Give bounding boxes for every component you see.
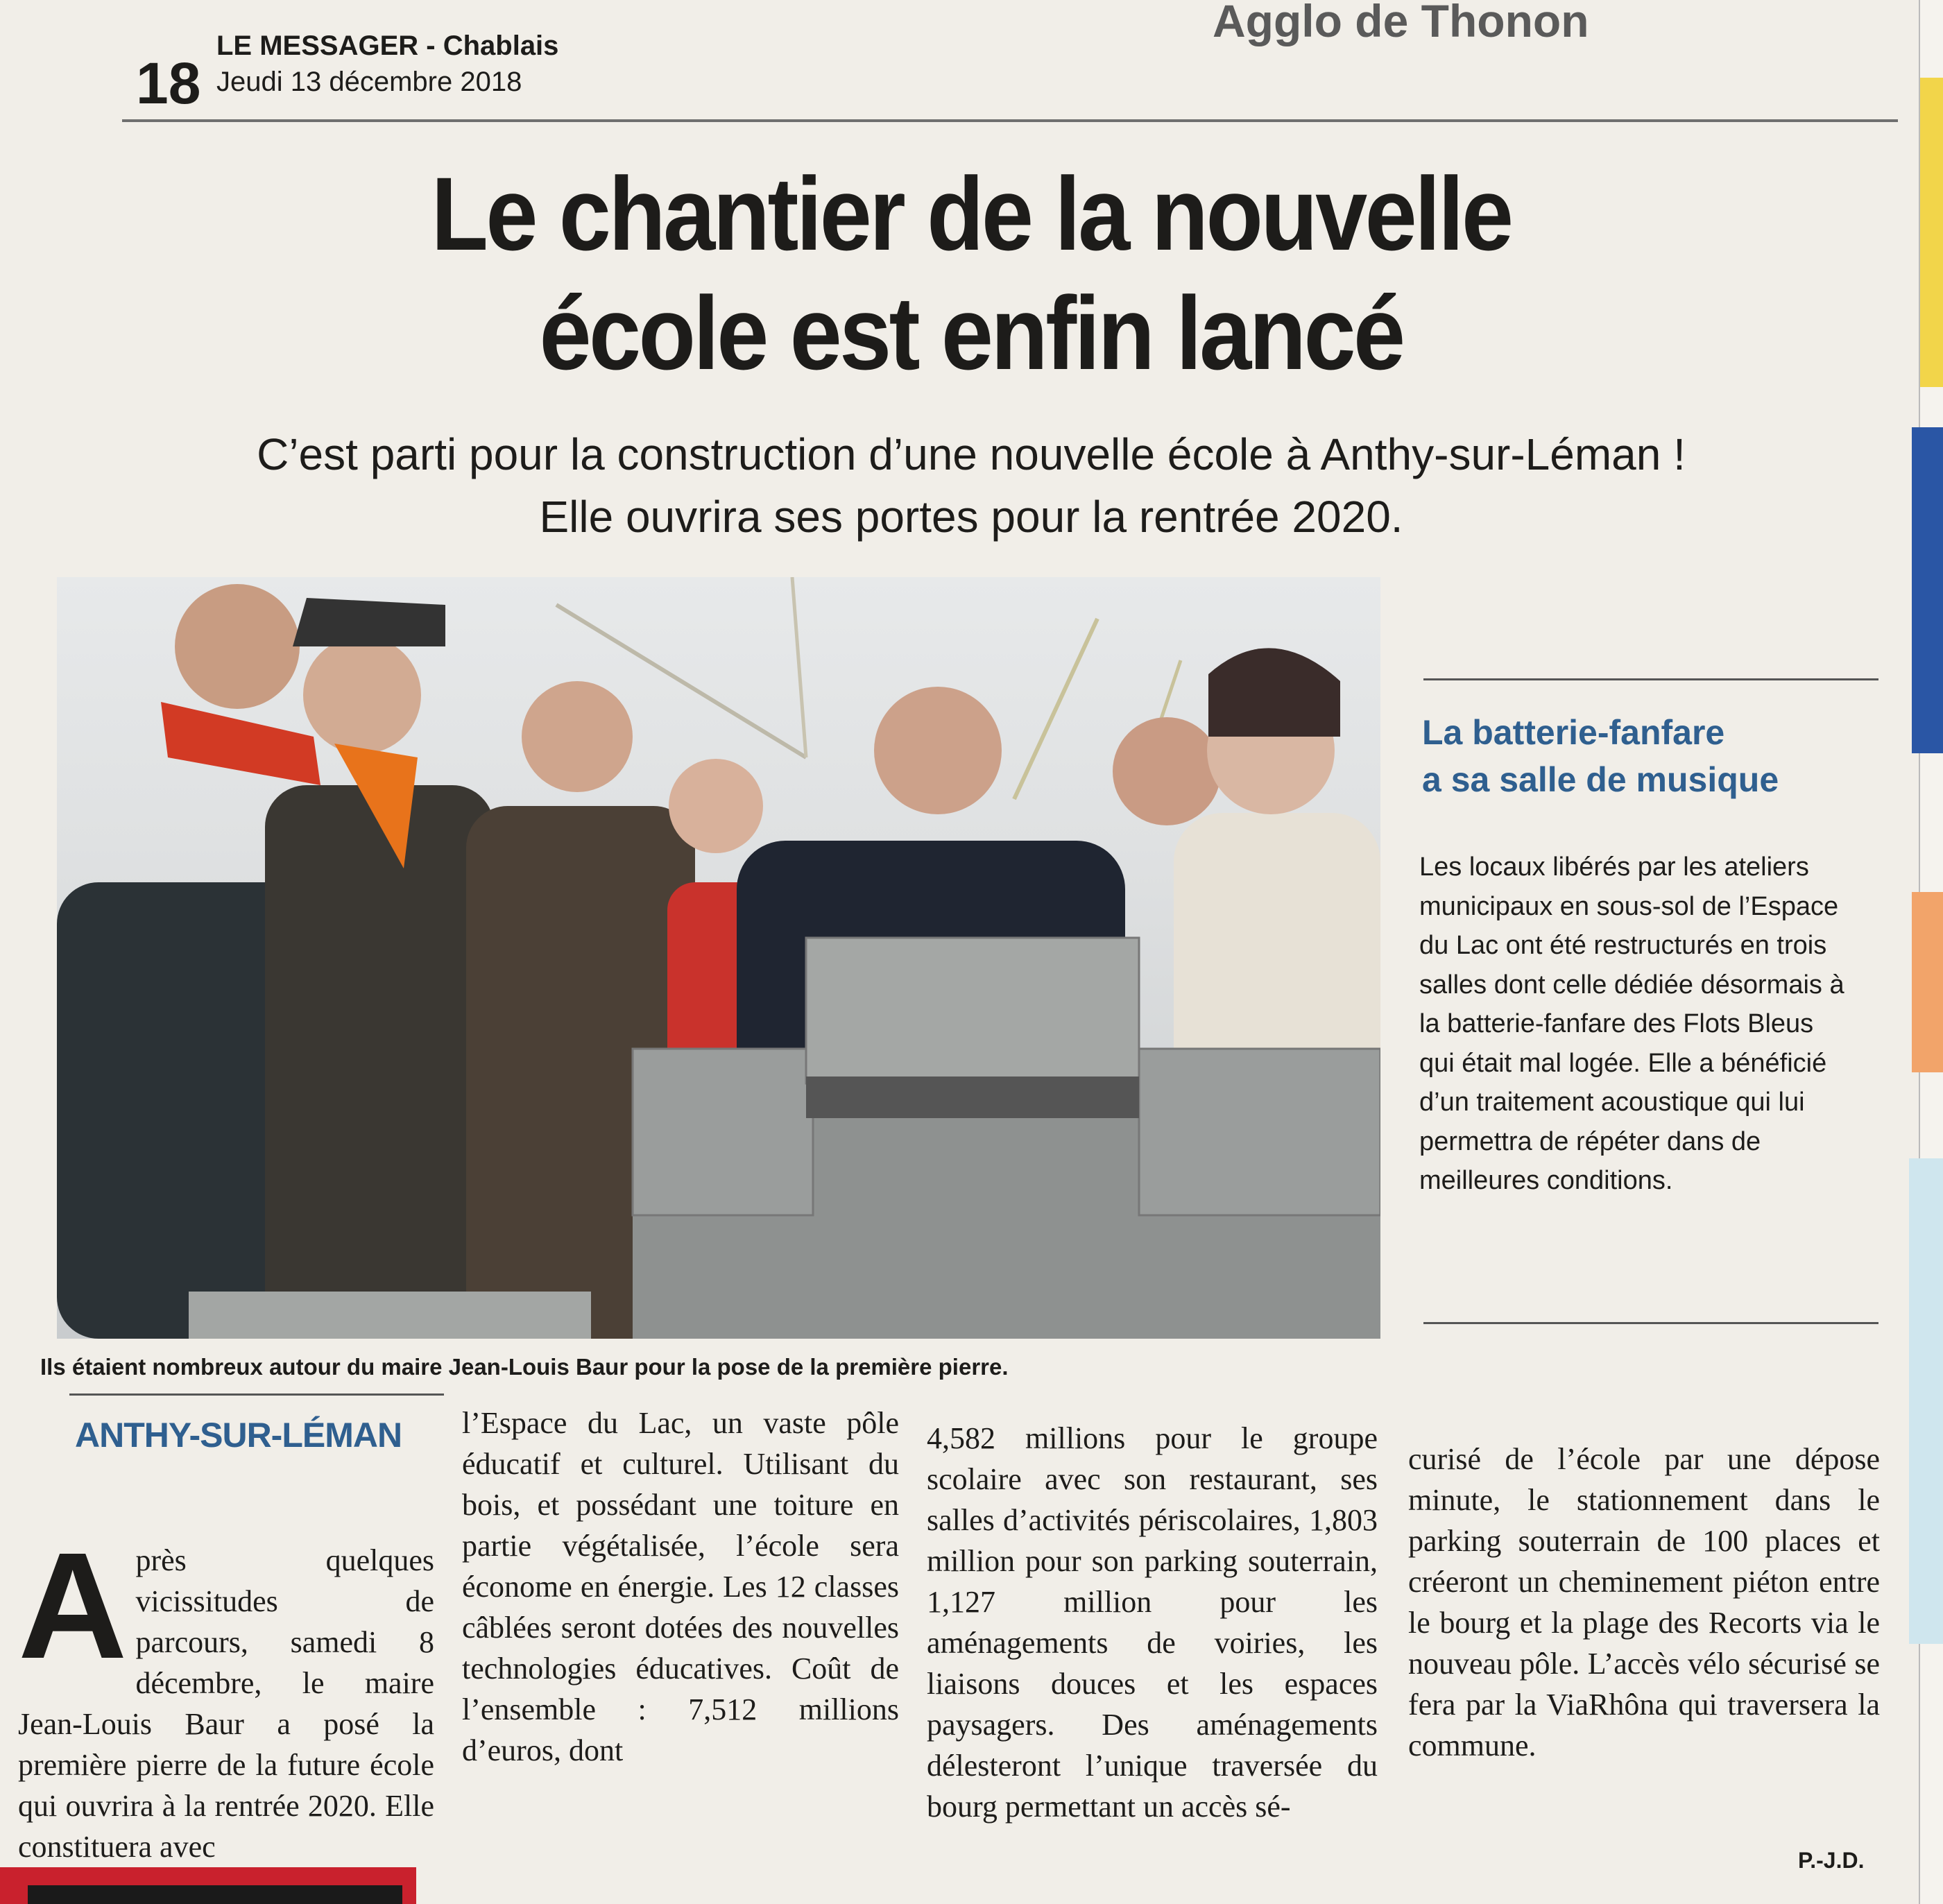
photo-caption: Ils étaient nombreux autour du maire Jean-Louis Baur pour la pose de la première pierre. xyxy=(40,1354,1009,1380)
sidebar-bottom-rule xyxy=(1423,1322,1878,1324)
sidebar-title xyxy=(1422,709,1880,803)
adjacent-page-yellow-block xyxy=(1920,78,1943,387)
kicker-rule xyxy=(69,1393,444,1396)
photo-illustration xyxy=(57,577,1380,1339)
article-column-4: curisé de l’école par une dépose minute, le stationnement dans le parking souterrain de 100 places et créeront un cheminement piéton entre le bourg et la plage des Recorts via le nouveau pôle. L’accès vélo sécurisé se fera par la ViaRhôna qui traversera la commune. xyxy=(1408,1442,1880,1763)
bottom-advert-inner xyxy=(28,1885,402,1904)
page-number: 18 xyxy=(136,51,201,116)
author-signature: P.-J.D. xyxy=(1798,1848,1865,1873)
publication-date: Jeudi 13 décembre 2018 xyxy=(216,67,522,97)
article-column-1 xyxy=(18,1522,434,1867)
sidebar-title-line-1: La batterie-fanfare xyxy=(1422,713,1725,752)
headline-line-2: école est enfin lancé xyxy=(539,275,1403,391)
article-column-1-text: près quelques vicissitudes de parcours, samedi 8 décembre, le maire Jean-Louis Baur a posé la première pierre de la future école qui ouvrira à la rentrée 2020. Elle constituera avec xyxy=(18,1543,434,1864)
lead-paragraph xyxy=(208,423,1734,548)
sidebar-top-rule xyxy=(1423,678,1878,680)
publication-name: LE MESSAGER - Chablais xyxy=(216,31,559,61)
headline xyxy=(284,154,1658,393)
section-title: Agglo de Thonon xyxy=(1213,0,1589,46)
sidebar-title-line-2: a sa salle de musique xyxy=(1422,760,1779,799)
location-kicker: ANTHY-SUR-LÉMAN xyxy=(75,1416,402,1455)
article-photo xyxy=(57,577,1380,1339)
article-column-2: l’Espace du Lac, un vaste pôle éducatif et culturel. Utilisant du bois, et possédant une toiture en partie végétalisée, l’école sera économe en énergie. Les 12 classes câblées seront dotées des nouvelles technologies éducatives. Coût de l’ensemble : 7,512 millions d’euros, dont xyxy=(462,1406,899,1767)
adjacent-page-blue-block xyxy=(1912,427,1943,753)
article-column-3: 4,582 millions pour le groupe scolaire avec son restaurant, ses salles d’activités périscolaires, 1,803 million pour son parking souterrain, 1,127 million pour les aménagements de voiries, les liaisons douces et les espaces paysagers. Des aménagements délesteront l’unique traversée du bourg permettant un accès sé- xyxy=(927,1421,1378,1824)
adjacent-page-orange-block xyxy=(1912,892,1943,1072)
header-rule xyxy=(122,119,1898,122)
sidebar-text: Les locaux libérés par les ateliers municipaux en sous-sol de l’Espace du Lac ont été restructurés en trois salles dont celle dédiée désormais à la batterie-fanfare des Flots Bleus qui était mal logée. Elle a bénéficié d’un traitement acoustique qui lui permettra de répéter dans de meilleures conditions. xyxy=(1419,852,1844,1195)
drop-cap: A xyxy=(18,1522,128,1690)
lead-line-1: C’est parti pour la construction d’une nouvelle école à Anthy-sur-Léman ! xyxy=(257,429,1686,479)
adjacent-page-lightblue-block xyxy=(1909,1158,1943,1644)
lead-line-2: Elle ouvrira ses portes pour la rentrée 2020. xyxy=(539,492,1403,542)
headline-line-1: Le chantier de la nouvelle xyxy=(431,155,1512,272)
